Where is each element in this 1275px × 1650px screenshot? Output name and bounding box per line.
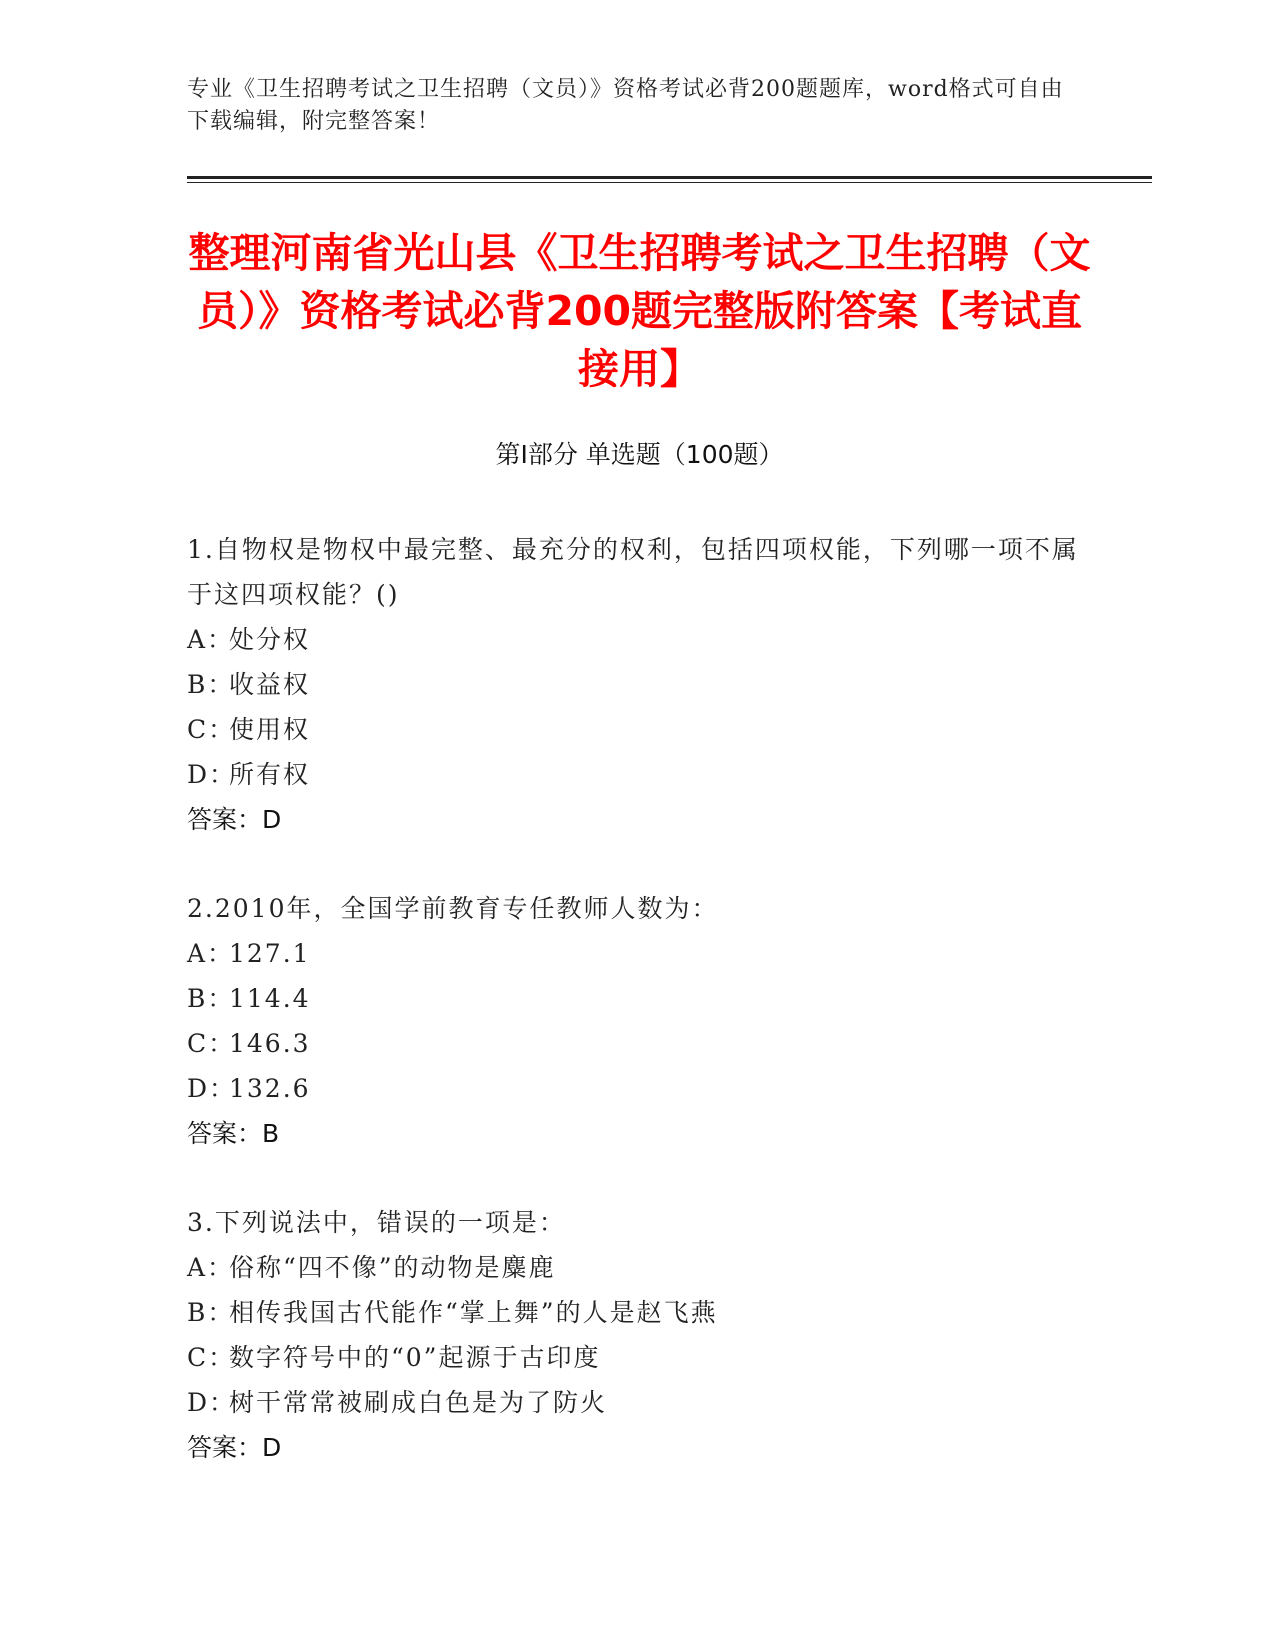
option-letter: A： <box>187 1253 235 1282</box>
option-letter: B： <box>187 984 235 1013</box>
option-c <box>187 1335 1087 1380</box>
answer-line: 答案：D <box>187 1433 282 1462</box>
question-stem: 2.2010年，全国学前教育专任教师人数为： <box>187 894 719 923</box>
option-a <box>187 1245 1087 1290</box>
question-stem: 1.自物权是物权中最完整、最充分的权利，包括四项权能，下列哪一项不属于这四项权能？() <box>187 535 1079 609</box>
answer-line: 答案：D <box>187 805 282 834</box>
option-text: 所有权 <box>229 760 311 789</box>
header-note: 专业《卫生招聘考试之卫生招聘（文员）》资格考试必背200题题库，word格式可自由下载编辑，附完整答案！ <box>187 77 1064 134</box>
option-d <box>187 1380 1087 1425</box>
option-letter: B： <box>187 670 235 699</box>
option-text: 处分权 <box>229 625 311 654</box>
header-divider-thin <box>187 182 1152 183</box>
option-letter: C： <box>187 715 236 744</box>
option-letter: A： <box>187 625 235 654</box>
option-b <box>187 1290 1087 1335</box>
option-text: 使用权 <box>229 715 311 744</box>
option-c <box>187 1021 1087 1066</box>
option-letter: D： <box>187 760 237 789</box>
question-list <box>187 527 1087 1514</box>
option-d <box>187 752 1087 797</box>
option-letter: C： <box>187 1029 236 1058</box>
section-heading: 第I部分 单选题（100题） <box>495 440 784 469</box>
option-letter: A： <box>187 939 235 968</box>
option-d <box>187 1066 1087 1111</box>
option-text: 132.6 <box>229 1074 311 1103</box>
option-b <box>187 976 1087 1021</box>
header-divider-thick <box>187 176 1152 179</box>
option-text: 收益权 <box>229 670 311 699</box>
option-text: 树干常常被刷成白色是为了防火 <box>229 1388 608 1417</box>
option-b <box>187 662 1087 707</box>
option-text: 127.1 <box>229 939 311 968</box>
option-text: 114.4 <box>229 984 311 1013</box>
question-stem: 3.下列说法中，错误的一项是： <box>187 1208 566 1237</box>
option-letter: D： <box>187 1074 237 1103</box>
document-title: 整理河南省光山县《卫生招聘考试之卫生招聘（文员）》资格考试必背200题完整版附答案【考试直接用】 <box>188 229 1091 393</box>
option-letter: B： <box>187 1298 235 1327</box>
option-text: 相传我国古代能作“掌上舞”的人是赵飞燕 <box>229 1298 718 1327</box>
answer-line: 答案：B <box>187 1119 280 1148</box>
question-item <box>187 527 1087 842</box>
option-text: 数字符号中的“0”起源于古印度 <box>229 1343 601 1372</box>
option-letter: D： <box>187 1388 237 1417</box>
option-a <box>187 617 1087 662</box>
question-item <box>187 886 1087 1156</box>
option-a <box>187 931 1087 976</box>
option-text: 俗称“四不像”的动物是麋鹿 <box>229 1253 556 1282</box>
option-letter: C： <box>187 1343 236 1372</box>
option-c <box>187 707 1087 752</box>
question-item <box>187 1200 1087 1470</box>
option-text: 146.3 <box>229 1029 311 1058</box>
